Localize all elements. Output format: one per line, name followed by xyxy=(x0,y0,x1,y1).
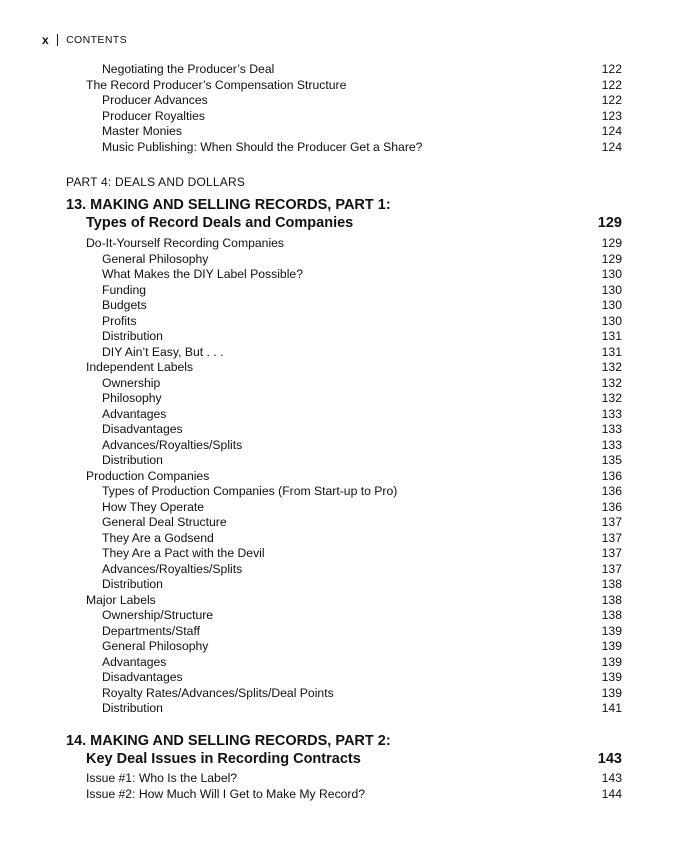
toc-entry-title: Producer Royalties xyxy=(102,108,205,123)
toc-entry[interactable] xyxy=(102,139,622,155)
toc-entry[interactable] xyxy=(102,437,622,453)
toc-entry-page: 133 xyxy=(601,406,622,421)
toc-entry-title: Funding xyxy=(102,282,147,297)
toc-entry-title: Profits xyxy=(102,313,137,328)
toc-entry[interactable] xyxy=(102,530,622,546)
toc-entry-page: 130 xyxy=(601,267,622,281)
toc-entry-page: 129 xyxy=(601,236,622,250)
toc-entry-page: 137 xyxy=(601,530,622,545)
toc-entry-title: Negotiating the Producer’s Deal xyxy=(102,62,275,76)
toc-entry-page: 133 xyxy=(601,422,622,436)
chapter-14-page: 143 xyxy=(597,751,622,767)
toc-entry-page: 124 xyxy=(601,139,622,154)
toc-entry-page: 122 xyxy=(601,93,622,107)
toc-entry-title: Disadvantages xyxy=(102,422,183,436)
toc-entry-title: Distribution xyxy=(102,329,163,343)
toc-entry[interactable] xyxy=(102,483,622,499)
chapter-13-subtitle: Types of Record Deals and Companies xyxy=(86,215,354,231)
toc-entry-title: Independent Labels xyxy=(86,360,194,374)
toc-entry[interactable] xyxy=(102,406,622,422)
toc-entry-page: 137 xyxy=(601,515,622,529)
toc-entry[interactable] xyxy=(102,123,622,139)
toc-entry-title: Advantages xyxy=(102,406,167,421)
toc-entry-page: 138 xyxy=(601,608,622,622)
divider xyxy=(57,34,58,46)
toc-entry-page: 144 xyxy=(601,786,622,801)
toc-entry[interactable] xyxy=(102,452,622,468)
toc-entry-page: 129 xyxy=(601,251,622,266)
toc-entry-page: 136 xyxy=(601,484,622,498)
toc-entry[interactable] xyxy=(102,514,622,530)
toc-entry-title: Distribution xyxy=(102,577,163,591)
toc-entry-title: General Philosophy xyxy=(102,639,209,653)
page-number: x xyxy=(42,33,50,47)
running-head xyxy=(42,32,127,48)
toc-entry[interactable] xyxy=(102,328,622,344)
toc-entry[interactable] xyxy=(102,421,622,437)
toc-entry-page: 124 xyxy=(601,124,622,138)
toc-entry[interactable] xyxy=(102,390,622,406)
toc-entry-title: What Makes the DIY Label Possible? xyxy=(102,267,303,281)
chapter-14-heading[interactable] xyxy=(66,732,622,768)
toc-entry[interactable] xyxy=(102,92,622,108)
toc-entry-page: 139 xyxy=(601,685,622,700)
toc-entry-page: 131 xyxy=(601,344,622,359)
toc-entry[interactable] xyxy=(102,623,622,639)
toc-entry[interactable] xyxy=(102,266,622,282)
toc-entry-title: Music Publishing: When Should the Producer Get a Share? xyxy=(102,139,423,154)
toc-entry[interactable] xyxy=(102,638,622,654)
toc-entry-page: 139 xyxy=(601,670,622,684)
toc-entry-title: Distribution xyxy=(102,701,163,715)
toc-entry[interactable] xyxy=(102,108,622,124)
toc-entry[interactable] xyxy=(86,786,622,802)
toc-entry-title: Ownership xyxy=(102,375,161,390)
toc-entry-page: 137 xyxy=(601,546,622,560)
toc-entry-title: They Are a Pact with the Devil xyxy=(102,546,265,560)
toc-entry-page: 141 xyxy=(601,701,622,715)
toc-entry-page: 122 xyxy=(601,62,622,76)
toc-entry-page: 137 xyxy=(601,561,622,576)
toc-entry-title: Distribution xyxy=(102,453,163,467)
chapter-14-subtitle: Key Deal Issues in Recording Contracts xyxy=(86,751,361,767)
toc-entry[interactable] xyxy=(102,561,622,577)
toc-entry[interactable] xyxy=(86,770,622,786)
toc-entry[interactable] xyxy=(86,468,622,484)
toc-entry[interactable] xyxy=(102,61,622,77)
toc-entry-page: 132 xyxy=(601,391,622,405)
toc-entry-page: 132 xyxy=(601,375,622,390)
toc-entry[interactable] xyxy=(102,700,622,716)
toc-entry-page: 139 xyxy=(601,623,622,638)
toc-entry[interactable] xyxy=(102,499,622,515)
toc-entry[interactable] xyxy=(86,235,622,251)
toc-entry-page: 138 xyxy=(601,577,622,591)
toc-entry-page: 132 xyxy=(601,360,622,374)
toc-entry-page: 143 xyxy=(601,771,622,785)
chapter-14-number-title: 14. MAKING AND SELLING RECORDS, PART 2: xyxy=(66,733,391,749)
part-heading: PART 4: DEALS AND DOLLARS xyxy=(66,175,246,189)
chapter-13-number-title: 13. MAKING AND SELLING RECORDS, PART 1: xyxy=(66,197,391,213)
toc-entry[interactable] xyxy=(102,297,622,313)
running-head-section: CONTENTS xyxy=(66,34,128,46)
toc-entry-page: 131 xyxy=(601,329,622,343)
toc-entry-title: General Philosophy xyxy=(102,251,209,266)
toc-entry-title: Departments/Staff xyxy=(102,623,200,638)
toc-entry-page: 138 xyxy=(601,592,622,607)
toc-entry-title: Budgets xyxy=(102,298,147,312)
toc-entry-title: Production Companies xyxy=(86,468,210,483)
toc-entry[interactable] xyxy=(102,685,622,701)
toc-entry-title: Advances/Royalties/Splits xyxy=(102,561,243,576)
toc-entry[interactable] xyxy=(86,359,622,375)
toc-entry-page: 133 xyxy=(601,437,622,452)
toc-entry-title: Do-It-Yourself Recording Companies xyxy=(86,236,285,250)
toc-entry-title: Advantages xyxy=(102,654,167,669)
chapter-13-page: 129 xyxy=(597,215,622,231)
toc-entry-title: Ownership/Structure xyxy=(102,608,214,622)
toc-entry-title: They Are a Godsend xyxy=(102,530,214,545)
toc-entry[interactable] xyxy=(102,251,622,267)
toc-entry-title: Producer Advances xyxy=(102,93,208,107)
toc-entry-page: 136 xyxy=(601,499,622,514)
toc-entry-page: 130 xyxy=(601,313,622,328)
toc-entry[interactable] xyxy=(102,375,622,391)
toc-entry[interactable] xyxy=(102,607,622,623)
toc-entry-page: 136 xyxy=(601,468,622,483)
toc-entry[interactable] xyxy=(102,545,622,561)
toc-entry-title: The Record Producer’s Compensation Structure xyxy=(86,77,347,92)
toc-entry-title: How They Operate xyxy=(102,499,205,514)
toc-entry-title: Master Monies xyxy=(102,124,182,138)
toc-entry-title: Philosophy xyxy=(102,391,162,405)
toc-entry[interactable] xyxy=(86,77,622,93)
toc-entry-title: Major Labels xyxy=(86,592,156,607)
toc-entry-title: Disadvantages xyxy=(102,670,183,684)
toc-entry-title: Royalty Rates/Advances/Splits/Deal Points xyxy=(102,685,334,700)
toc-entry-title: Issue #2: How Much Will I Get to Make My Record? xyxy=(86,786,366,801)
chapter-13-heading[interactable] xyxy=(66,196,622,232)
toc-entry-page: 130 xyxy=(601,282,622,297)
toc-entry-page: 139 xyxy=(601,639,622,653)
toc-entry[interactable] xyxy=(102,654,622,670)
toc-entry[interactable] xyxy=(102,669,622,685)
toc-entry-page: 123 xyxy=(601,108,622,123)
toc-entry[interactable] xyxy=(102,282,622,298)
toc-entry[interactable] xyxy=(102,313,622,329)
toc-entry-page: 122 xyxy=(601,77,622,92)
toc-entry-title: Types of Production Companies (From Start-up to Pro) xyxy=(102,484,398,498)
toc-entry-title: Issue #1: Who Is the Label? xyxy=(86,771,238,785)
toc-entry[interactable] xyxy=(102,344,622,360)
toc-entry-title: DIY Ain’t Easy, But . . . xyxy=(102,344,224,359)
toc-entry[interactable] xyxy=(102,576,622,592)
toc-entry-page: 130 xyxy=(601,298,622,312)
toc-entry-page: 135 xyxy=(601,453,622,467)
toc-entry[interactable] xyxy=(86,592,622,608)
toc-entry-title: Advances/Royalties/Splits xyxy=(102,437,243,452)
toc-entry-page: 139 xyxy=(601,654,622,669)
toc-entry-title: General Deal Structure xyxy=(102,515,227,529)
